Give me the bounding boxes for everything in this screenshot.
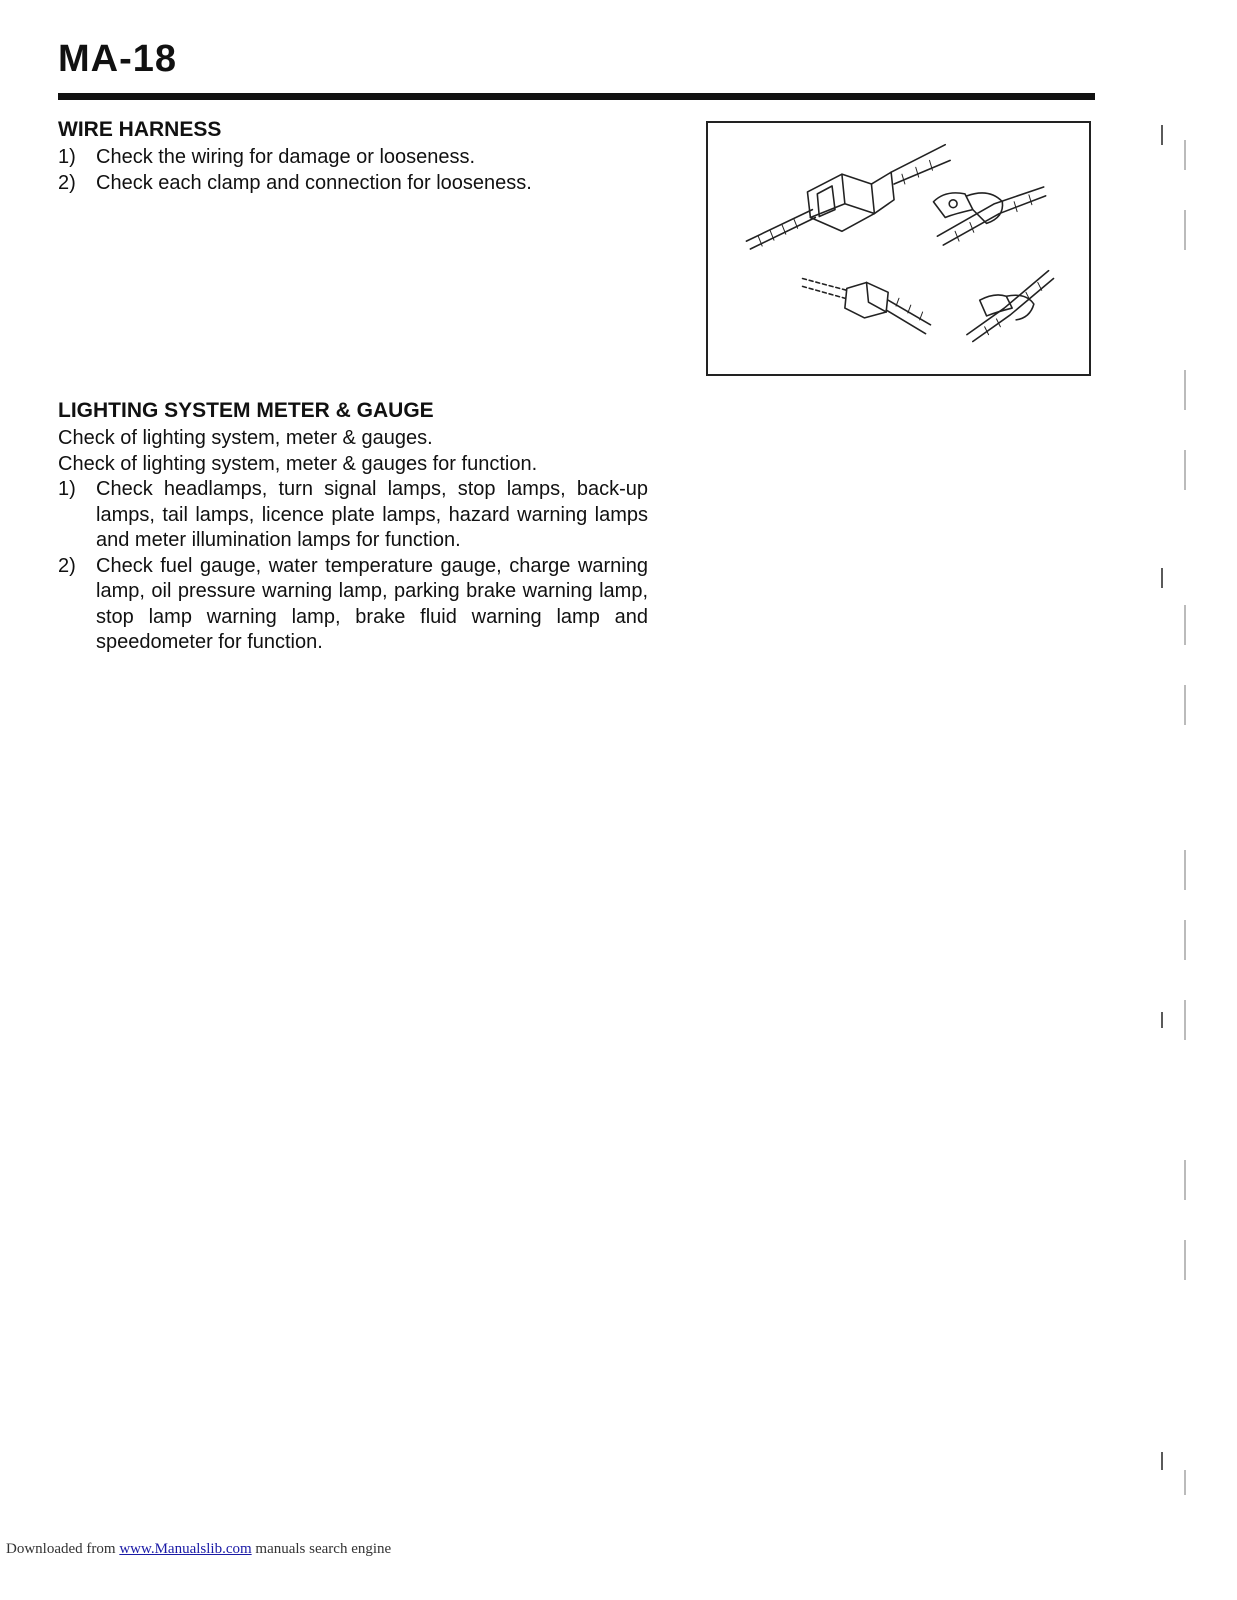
list-item — [58, 145, 648, 171]
lighting-section — [58, 398, 648, 656]
item-number: 1) — [58, 146, 76, 168]
intro-line: Check of lighting system, meter & gauges for function. — [58, 452, 538, 475]
item-number: 2) — [58, 554, 76, 577]
page-number: MA-18 — [58, 38, 178, 80]
section-title: LIGHTING SYSTEM METER & GAUGE — [58, 399, 434, 422]
footer-prefix: Downloaded from — [6, 1541, 120, 1557]
manualslib-link[interactable]: www.Manualslib.com — [119, 1541, 252, 1557]
item-text: Check the wiring for damage or looseness. — [96, 146, 476, 168]
intro-line: Check of lighting system, meter & gauges. — [58, 427, 433, 449]
list-item — [58, 477, 648, 554]
section-title: WIRE HARNESS — [58, 118, 222, 141]
list-item — [58, 554, 648, 656]
wire-harness-section — [58, 117, 648, 196]
item-text: Check each clamp and connection for looseness. — [96, 171, 532, 194]
header-rule — [58, 93, 1095, 100]
check-list — [58, 477, 648, 656]
item-number: 1) — [58, 478, 76, 500]
item-number: 2) — [58, 171, 76, 194]
footer-suffix: manuals search engine — [251, 1541, 392, 1557]
wire-harness-connector-illustration — [708, 123, 1089, 374]
wire-harness-figure — [706, 121, 1091, 376]
footer — [6, 1541, 391, 1558]
scan-margin-marks — [1150, 100, 1200, 1500]
item-text: Check headlamps, turn signal lamps, stop lamps, back-up lamps, tail lamps, licence plate lamps, hazard warning lamps and meter illumination lamps for function. — [96, 478, 648, 551]
check-list — [58, 145, 648, 196]
item-text: Check fuel gauge, water temperature gauge, charge warning lamp, oil pressure warning lamp, parking brake warning lamp, stop lamp warning lamp, brake fluid warning lamp and speedometer for function. — [96, 554, 648, 653]
list-item — [58, 171, 648, 197]
